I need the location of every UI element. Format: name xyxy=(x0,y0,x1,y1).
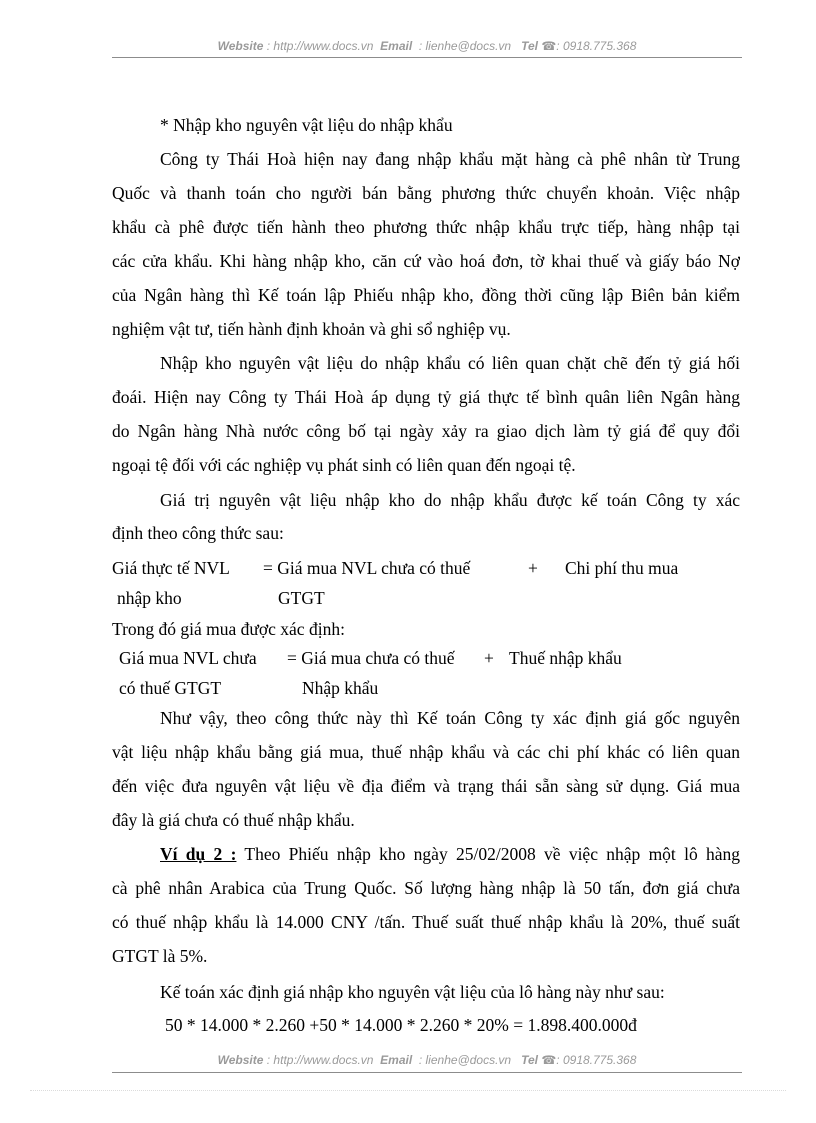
phone-icon: ☎ xyxy=(541,1053,557,1067)
example-text: Theo Phiếu nhập kho ngày 25/02/2008 về việc nhập một lô hàng xyxy=(236,844,740,864)
formula1-eq: = Giá mua NVL chưa có thuế xyxy=(263,558,471,578)
p1-line: Quốc và thanh toán cho người bán bằng phương thức chuyển khoản. Việc nhập xyxy=(112,183,740,203)
p1-line: các cửa khẩu. Khi hàng nhập kho, căn cứ vào hoá đơn, tờ khai thuế và giấy báo Nợ xyxy=(112,251,740,271)
formula1-eq-cont: GTGT xyxy=(278,588,325,608)
formula2-lhs-cont: có thuế GTGT xyxy=(119,678,222,698)
tel-label: Tel xyxy=(521,39,538,53)
p1-line: khẩu cà phê được tiến hành theo phương thức nhập khẩu trực tiếp, hàng nhập tại xyxy=(112,217,740,237)
header-rule xyxy=(112,57,742,58)
p2-line: Nhập kho nguyên vật liệu do nhập khẩu có liên quan chặt chẽ đến tỷ giá hối xyxy=(160,353,740,373)
tel-label: Tel xyxy=(521,1053,538,1067)
page-edge-dots xyxy=(30,1090,786,1091)
formula2-eq: = Giá mua chưa có thuế xyxy=(287,648,455,668)
email-label: Email xyxy=(380,39,413,53)
p2-line: đoái. Hiện nay Công ty Thái Hoà áp dụng tỷ giá thực tế bình quân liên Ngân hàng xyxy=(112,387,740,407)
formula2-plus: + xyxy=(484,648,494,668)
website-label: Website xyxy=(217,39,264,53)
p4-line: Như vậy, theo công thức này thì Kế toán Công ty xác định giá gốc nguyên xyxy=(160,708,740,728)
p1-line: nghiệm vật tư, tiến hành định khoản và ghi sổ nghiệp vụ. xyxy=(112,319,511,339)
website-url: : http://www.docs.vn xyxy=(266,1053,374,1067)
p4-line: vật liệu nhập khẩu bằng giá mua, thuế nhập khẩu và các chi phí khác có liên quan xyxy=(112,742,740,762)
p1-line: của Ngân hàng thì Kế toán lập Phiếu nhập kho, đồng thời cũng lập Biên bản kiểm xyxy=(112,285,740,305)
formula2-lhs: Giá mua NVL chưa xyxy=(119,648,257,668)
example-line: có thuế nhập khẩu là 14.000 CNY /tấn. Thuế suất thuế nhập khẩu là 20%, thuế suất xyxy=(112,912,740,932)
footer-rule xyxy=(112,1072,742,1073)
p3-line: Giá trị nguyên vật liệu nhập kho do nhập khẩu được kế toán Công ty xác xyxy=(160,490,740,510)
example-first-line xyxy=(160,843,740,865)
email-address: : lienhe@docs.vn xyxy=(418,1053,512,1067)
phone-icon: ☎ xyxy=(541,39,557,53)
formula1-lhs-cont: nhập kho xyxy=(117,588,182,608)
p4-line: đến việc đưa nguyên vật liệu về địa điểm và trạng thái sẵn sàng sử dụng. Giá mua xyxy=(112,776,740,796)
p1-line: Công ty Thái Hoà hiện nay đang nhập khẩu mặt hàng cà phê nhân từ Trung xyxy=(160,149,740,169)
page-footer xyxy=(112,1053,742,1067)
tel-number: : 0918.775.368 xyxy=(556,1053,637,1067)
example-line: cà phê nhân Arabica của Trung Quốc. Số lượng hàng nhập là 50 tấn, đơn giá chưa xyxy=(112,878,740,898)
email-label: Email xyxy=(380,1053,413,1067)
calculation: 50 * 14.000 * 2.260 +50 * 14.000 * 2.260 * 20% = 1.898.400.000đ xyxy=(165,1015,637,1035)
p2-line: ngoại tệ đối với các nghiệp vụ phát sinh có liên quan đến ngoại tệ. xyxy=(112,455,576,475)
formula1-lhs: Giá thực tế NVL xyxy=(112,558,230,578)
p4-line: đây là giá chưa có thuế nhập khẩu. xyxy=(112,810,355,830)
page-header xyxy=(112,39,742,53)
formula1-rhs: Chi phí thu mua xyxy=(565,558,679,578)
example-label: Ví dụ 2 : xyxy=(160,844,237,864)
where-text: Trong đó giá mua được xác định: xyxy=(112,619,345,639)
website-url: : http://www.docs.vn xyxy=(266,39,374,53)
formula2-eq-cont: Nhập khẩu xyxy=(302,678,379,698)
section-heading: * Nhập kho nguyên vật liệu do nhập khẩu xyxy=(160,115,453,135)
website-label: Website xyxy=(217,1053,264,1067)
example-line: GTGT là 5%. xyxy=(112,946,208,966)
p3-line: định theo công thức sau: xyxy=(112,523,284,543)
p5-line: Kế toán xác định giá nhập kho nguyên vật liệu của lô hàng này như sau: xyxy=(160,982,665,1002)
p2-line: do Ngân hàng Nhà nước công bố tại ngày xảy ra giao dịch làm tỷ giá để quy đổi xyxy=(112,421,740,441)
formula1-plus: + xyxy=(528,558,538,578)
formula2-rhs: Thuế nhập khẩu xyxy=(509,648,622,668)
email-address: : lienhe@docs.vn xyxy=(418,39,512,53)
tel-number: : 0918.775.368 xyxy=(556,39,637,53)
